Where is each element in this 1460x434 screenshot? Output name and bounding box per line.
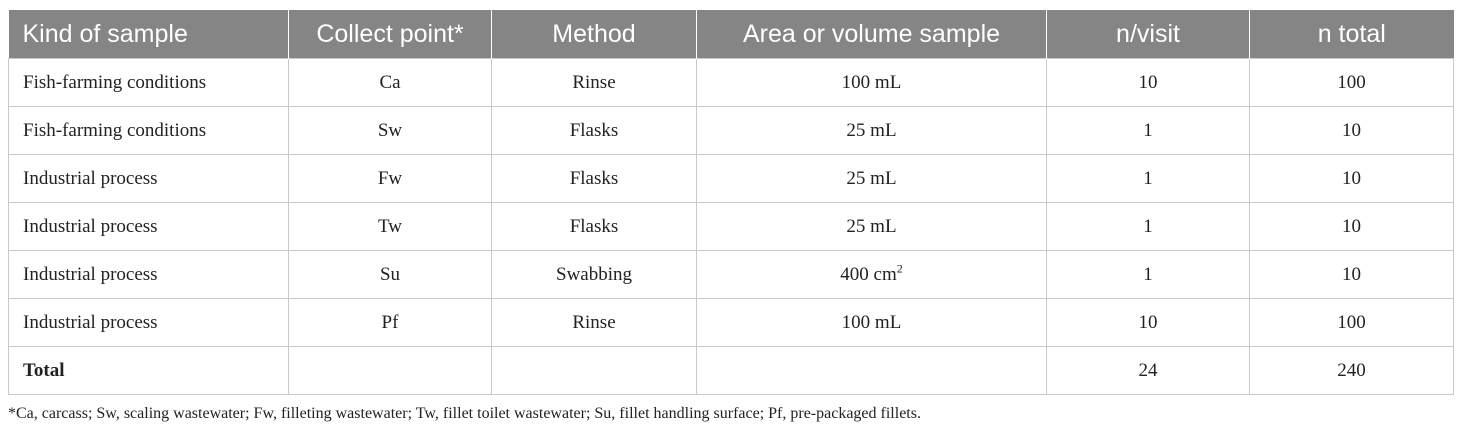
cell-method: Swabbing	[492, 251, 697, 299]
cell-n-total: 10	[1250, 203, 1454, 251]
total-n-total: 240	[1250, 347, 1454, 395]
header-n-visit: n/visit	[1047, 10, 1250, 59]
cell-collect-point: Tw	[289, 203, 492, 251]
cell-collect-point: Su	[289, 251, 492, 299]
header-kind-of-sample: Kind of sample	[9, 10, 289, 59]
total-label: Total	[9, 347, 289, 395]
cell-kind: Industrial process	[9, 155, 289, 203]
cell-collect-point: Ca	[289, 59, 492, 107]
cell-area	[697, 299, 1047, 347]
cell-n-visit: 1	[1047, 251, 1250, 299]
cell-n-total: 10	[1250, 251, 1454, 299]
cell-n-visit: 10	[1047, 299, 1250, 347]
cell-method: Flasks	[492, 107, 697, 155]
table-body	[9, 59, 1454, 395]
cell-collect-point: Pf	[289, 299, 492, 347]
cell-kind: Fish-farming conditions	[9, 59, 289, 107]
cell-collect-point: Fw	[289, 155, 492, 203]
table-row	[9, 203, 1454, 251]
table-row	[9, 59, 1454, 107]
cell-n-visit: 1	[1047, 155, 1250, 203]
cell-area	[697, 59, 1047, 107]
header-row	[9, 10, 1454, 59]
sample-table	[8, 10, 1454, 395]
cell-area-value: 25 mL	[846, 119, 897, 141]
cell-area-superscript: 2	[896, 261, 903, 276]
cell-kind: Industrial process	[9, 251, 289, 299]
header-area-or-volume: Area or volume sample	[697, 10, 1047, 59]
cell-area-value: 25 mL	[846, 215, 897, 237]
cell-method: Rinse	[492, 299, 697, 347]
header-method: Method	[492, 10, 697, 59]
table-row	[9, 155, 1454, 203]
total-empty-cell	[289, 347, 492, 395]
cell-n-visit: 10	[1047, 59, 1250, 107]
cell-area-value: 100 mL	[841, 71, 902, 93]
cell-kind: Industrial process	[9, 203, 289, 251]
cell-area	[697, 203, 1047, 251]
cell-area-value: 100 mL	[841, 311, 902, 333]
table-row	[9, 107, 1454, 155]
cell-kind: Fish-farming conditions	[9, 107, 289, 155]
cell-area-value: 25 mL	[846, 167, 897, 189]
header-collect-point: Collect point*	[289, 10, 492, 59]
total-row	[9, 347, 1454, 395]
table-row	[9, 251, 1454, 299]
cell-n-total: 100	[1250, 59, 1454, 107]
cell-n-visit: 1	[1047, 107, 1250, 155]
cell-method: Flasks	[492, 155, 697, 203]
table-header	[9, 10, 1454, 59]
header-n-total: n total	[1250, 10, 1454, 59]
cell-n-total: 100	[1250, 299, 1454, 347]
cell-area-value: 400 cm	[840, 263, 897, 285]
cell-area	[697, 251, 1047, 299]
cell-kind: Industrial process	[9, 299, 289, 347]
total-empty-cell	[697, 347, 1047, 395]
total-n-visit: 24	[1047, 347, 1250, 395]
total-empty-cell	[492, 347, 697, 395]
cell-method: Flasks	[492, 203, 697, 251]
table-row	[9, 299, 1454, 347]
cell-n-visit: 1	[1047, 203, 1250, 251]
cell-n-total: 10	[1250, 155, 1454, 203]
table-footnote: *Ca, carcass; Sw, scaling wastewater; Fw, filleting wastewater; Tw, fillet toilet wastewater; Su, fillet handling surface; Pf, pre-packaged fillets.	[8, 405, 921, 422]
cell-n-total: 10	[1250, 107, 1454, 155]
cell-method: Rinse	[492, 59, 697, 107]
cell-collect-point: Sw	[289, 107, 492, 155]
sample-table-container	[8, 10, 1453, 395]
cell-area	[697, 155, 1047, 203]
cell-area	[697, 107, 1047, 155]
